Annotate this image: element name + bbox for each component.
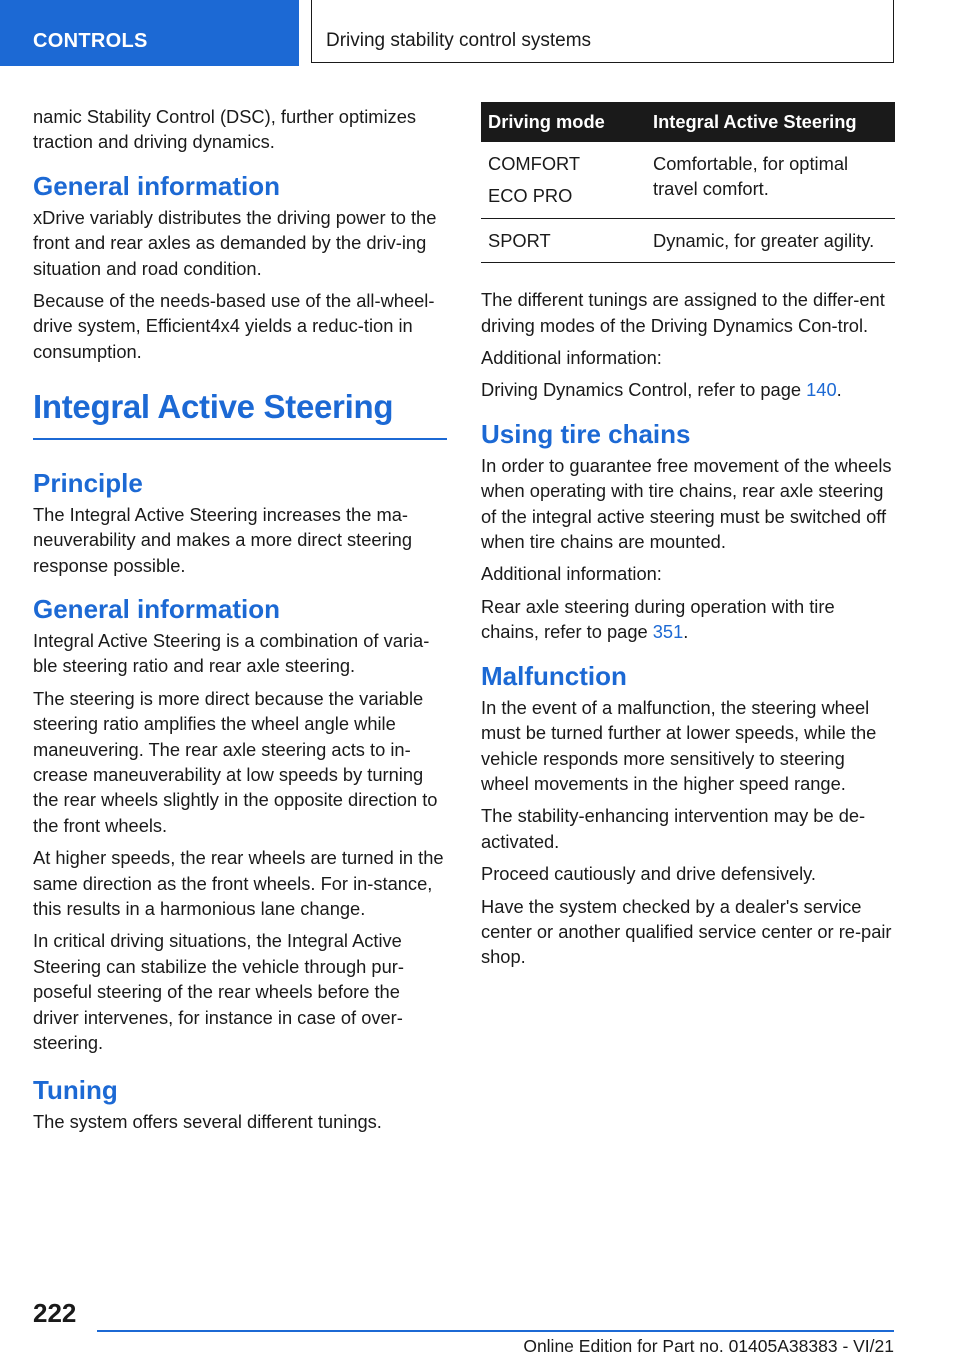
chapter-title: Driving stability control systems: [326, 30, 592, 51]
malfunction-paragraph-2: The stability-enhancing intervention may be de-activated.: [481, 805, 866, 852]
malfunction-paragraph-4: Have the system checked by a dealer's service center or another qualified service center or re-pair shop.: [481, 895, 892, 968]
tuning-paragraph: The system offers several different tunings.: [33, 1111, 382, 1133]
principle-paragraph: The Integral Active Steering increases the ma-neuverability and makes a more direct steering response possible.: [33, 503, 413, 576]
heading-integral-active-steering: Integral Active Steering: [33, 388, 394, 426]
driving-mode-table: [481, 102, 895, 263]
section-label: CONTROLS: [33, 30, 148, 52]
left-column: [33, 104, 447, 1142]
efficient-paragraph: Because of the needs-based use of the all-wheel-drive system, Efficient4x4 yields a reduc-tion in consumption.: [33, 290, 435, 362]
table-header-driving-mode: Driving mode: [481, 102, 646, 142]
malfunction-paragraph-1: In the event of a malfunction, the steering wheel must be turned further at lower speeds, while the vehicle responds more sensitively to steering wheel movements in the higher speed range.: [481, 696, 877, 794]
general-info-paragraph-4: In critical driving situations, the Integral Active Steering can stabilize the vehicle through pur-poseful steering of the rear wheels before the driver intervenes, for instance in case of over-steering.: [33, 930, 404, 1054]
table-header-integral-active-steering: Integral Active Steering: [646, 102, 895, 142]
page-link-140[interactable]: 140: [806, 379, 837, 401]
right-column: [481, 102, 895, 977]
page-number: 222: [33, 1298, 77, 1328]
heading-malfunction: Malfunction: [481, 660, 627, 691]
tunings-paragraph: The different tunings are assigned to the differ-ent driving modes of the Driving Dynamics Con-trol.: [481, 289, 885, 336]
table-row: [481, 142, 895, 218]
table-cell-description: Dynamic, for greater agility.: [646, 218, 895, 262]
section-tab: [0, 0, 299, 66]
heading-tuning: Tuning: [33, 1075, 118, 1106]
ddc-reference-text: Driving Dynamics Control, refer to page: [481, 379, 807, 401]
general-info-paragraph-2: The steering is more direct because the variable steering ratio amplifies the wheel angle while maneuvering. The rear axle steering acts to in-crease maneuverability at low speeds by turning the rear wheels slightly in the opposite direction to the front wheels.: [33, 687, 438, 836]
table-cell-description: Comfortable, for optimal travel comfort.: [646, 142, 895, 218]
general-info-paragraph-3: At higher speeds, the rear wheels are turned in the same direction as the front wheels. For in-stance, this results in a harmonious lane change.: [33, 847, 444, 920]
intro-paragraph: namic Stability Control (DSC), further optimizes traction and driving dynamics.: [33, 106, 417, 153]
general-info-paragraph-1: Integral Active Steering is a combination of varia-ble steering ratio and rear axle steering.: [33, 629, 430, 677]
additional-info-label-2: Additional information:: [481, 563, 662, 585]
table-header-row: [481, 102, 895, 142]
mode-eco-pro: ECO PRO: [488, 185, 573, 207]
heading-rule: [33, 438, 447, 440]
table-cell-mode: SPORT: [481, 218, 646, 262]
page-link-351[interactable]: 351: [652, 621, 684, 643]
malfunction-paragraph-3: Proceed cautiously and drive defensively.: [481, 863, 817, 885]
heading-principle: Principle: [33, 467, 143, 498]
additional-info-label-1: Additional information:: [481, 347, 662, 369]
heading-general-information-steering: General information: [33, 593, 281, 624]
tire-chains-paragraph: In order to guarantee free movement of the wheels when operating with tire chains, rear axle steering of the integral active steering must be switched off when tire chains are mounted.: [481, 454, 892, 553]
heading-general-information-xdrive: General information: [33, 170, 281, 201]
rear-axle-reference-text: Rear axle steering during operation with tire chains, refer to page: [481, 595, 835, 643]
table-cell-mode: [481, 142, 646, 218]
footer-edition: Online Edition for Part no. 01405A38383 - VI/21: [523, 1336, 894, 1356]
table-row: [481, 218, 895, 262]
footer-rule: [97, 1330, 894, 1332]
heading-using-tire-chains: Using tire chains: [481, 418, 691, 449]
chapter-header: [311, 0, 894, 63]
mode-comfort: COMFORT: [488, 153, 581, 174]
xdrive-paragraph: xDrive variably distributes the driving power to the front and rear axles as demanded by the driv-ing situation and road condition.: [33, 206, 437, 279]
rear-axle-reference: Rear axle steering during operation with tire chains, refer to page 351.: [481, 595, 835, 643]
ddc-reference: Driving Dynamics Control, refer to page 140.: [481, 379, 842, 401]
